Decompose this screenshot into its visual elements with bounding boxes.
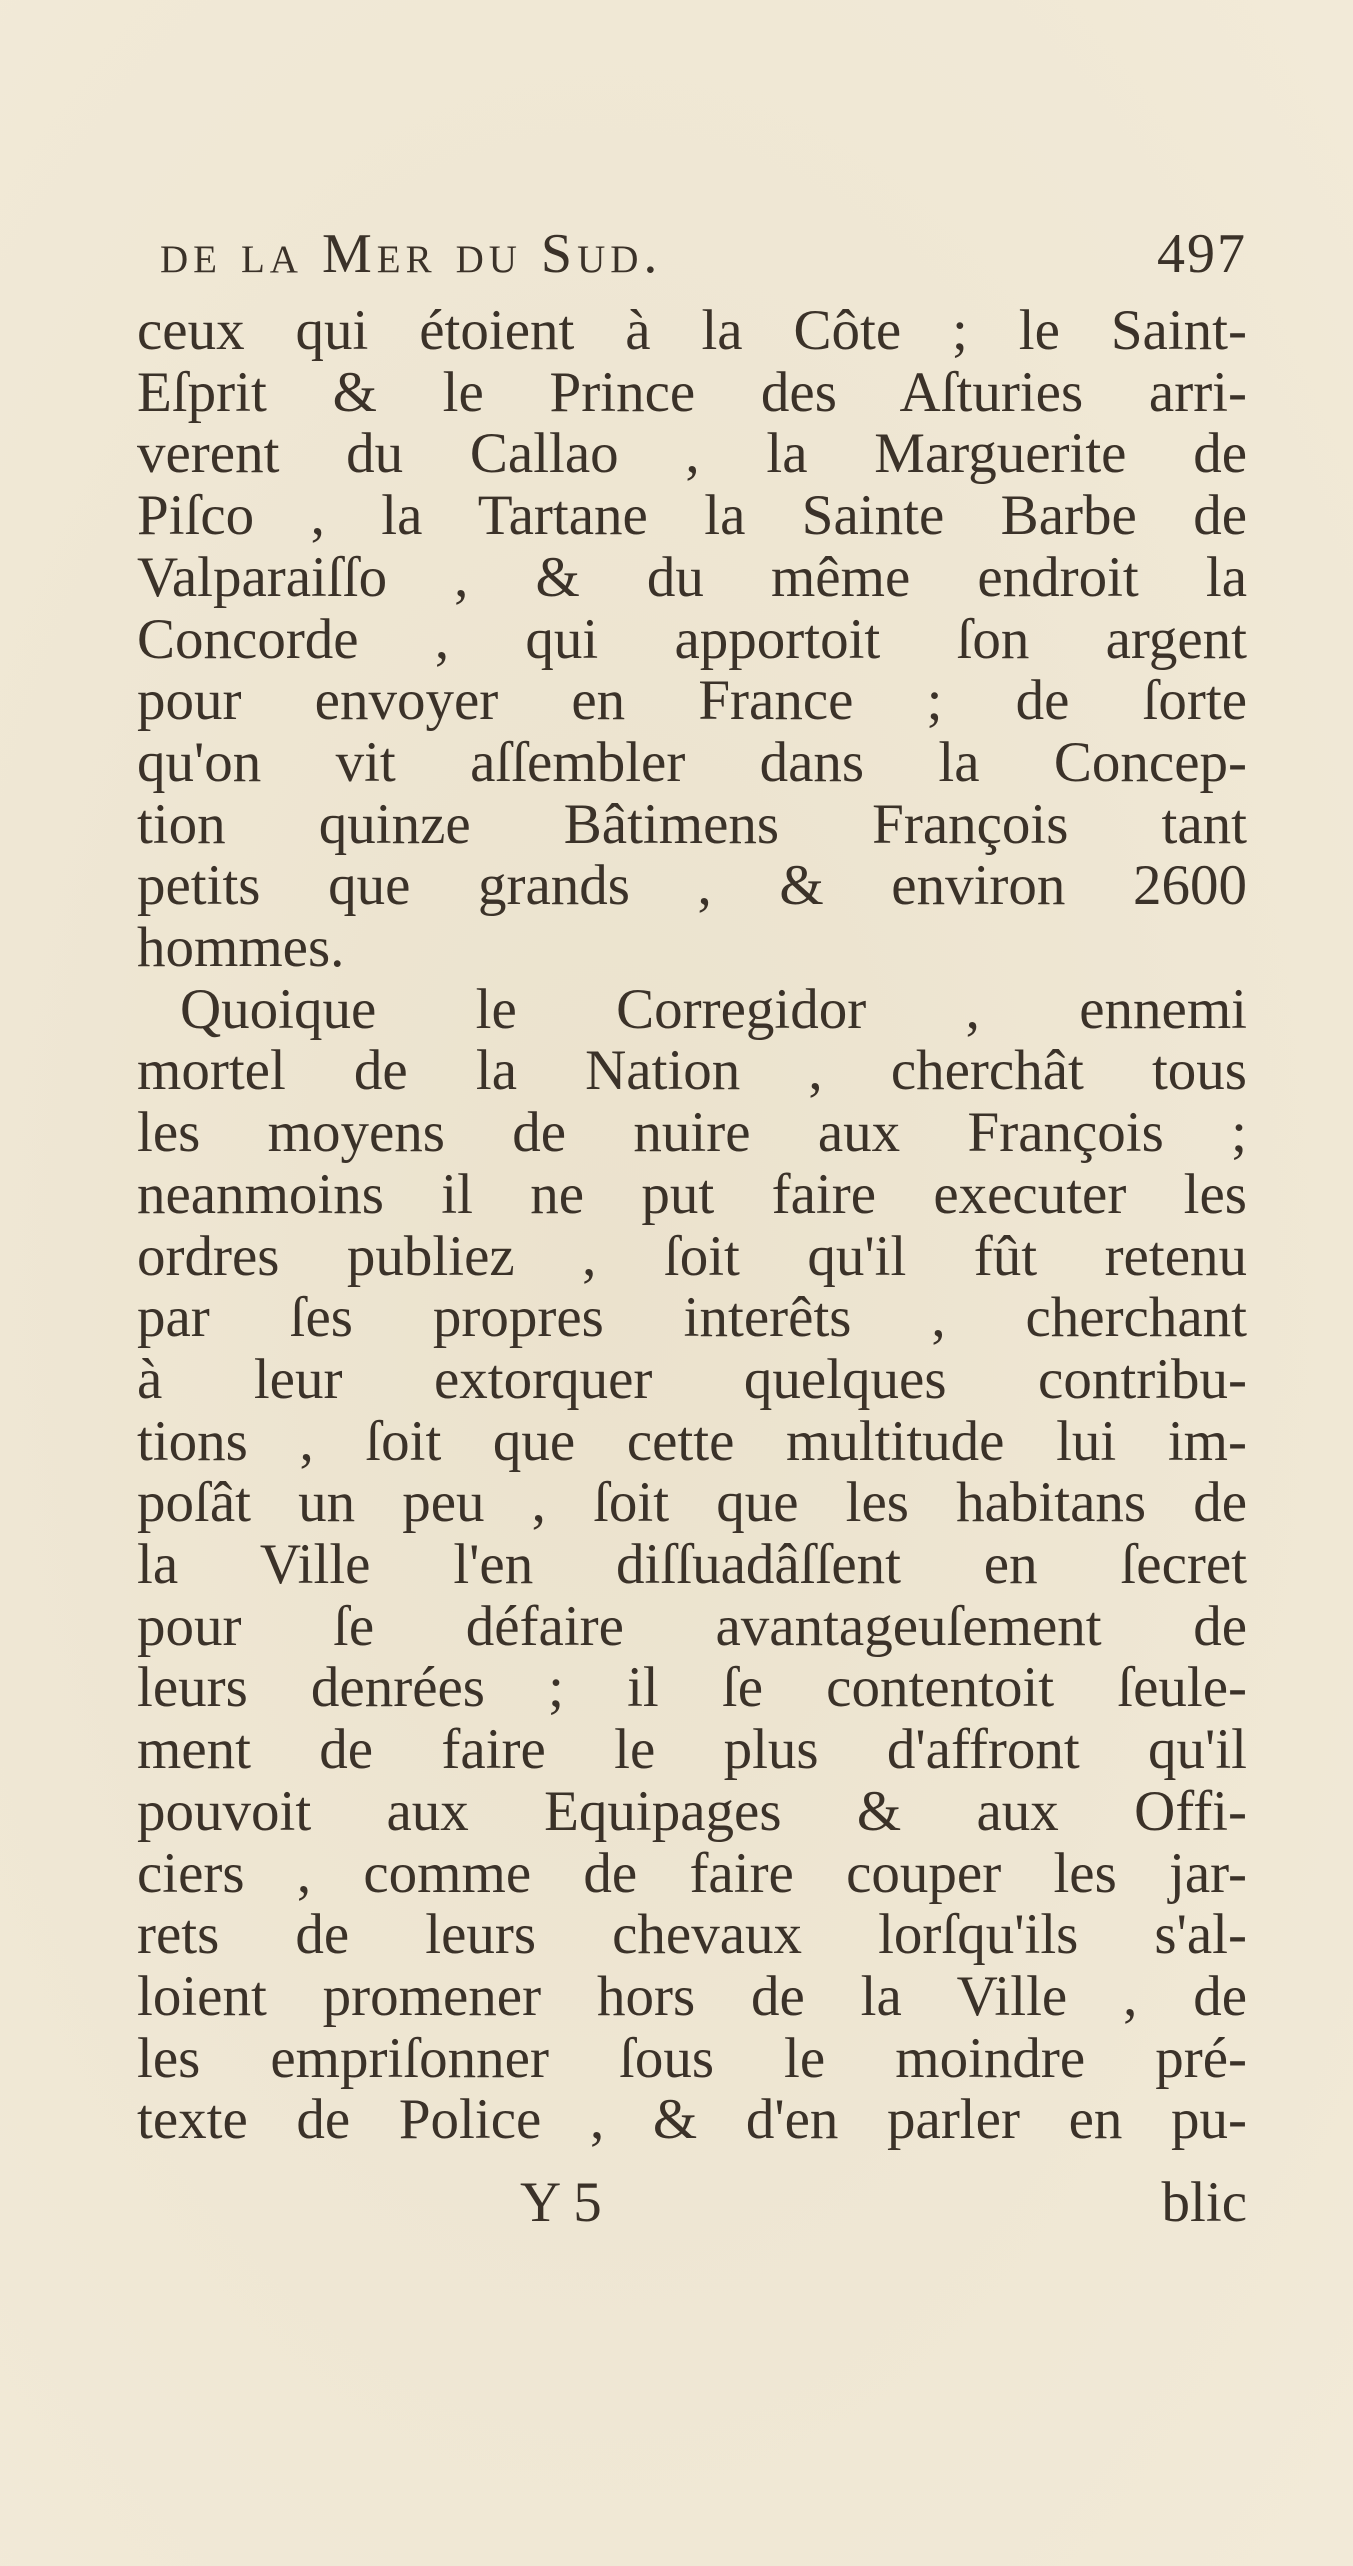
text-line: neanmoins il ne put faire executer les — [137, 1162, 1247, 1226]
text-line: Piſco , la Tartane la Sainte Barbe de — [137, 484, 1247, 548]
catchword: blic — [1161, 2171, 1247, 2234]
running-title: de la Mer du Sud. — [160, 223, 663, 285]
text-line: la Ville l'en diſſuadâſſent en ſecret — [137, 1533, 1247, 1596]
text-line: pouvoit aux Equipages & aux Offi- — [137, 1779, 1247, 1843]
text-line: tions , ſoit que cette multitude lui im- — [137, 1409, 1247, 1473]
text-line: ordres publiez , ſoit qu'il fût retenu — [137, 1224, 1247, 1288]
text-line: les empriſonner ſous le moindre pré- — [137, 2026, 1247, 2090]
text-line: Concorde , qui apportoit ſon argent — [137, 607, 1247, 671]
text-line: par ſes propres interêts , cherchant — [137, 1286, 1247, 1350]
text-line: ciers , comme de faire couper les jar- — [137, 1841, 1247, 1905]
text-line: mortel de la Nation , cherchât tous — [137, 1039, 1247, 1103]
text-line: tion quinze Bâtimens François tant — [137, 792, 1247, 856]
text-line: ceux qui étoient à la Côte ; le Saint- — [137, 299, 1247, 362]
text-line: poſât un peu , ſoit que les habitans de — [137, 1471, 1247, 1535]
text-line: petits que grands , & environ 2600 — [137, 854, 1247, 918]
text-line: qu'on vit aſſembler dans la Concep- — [137, 730, 1247, 794]
text-line: loient promener hors de la Ville , de — [137, 1964, 1247, 2028]
signature-mark: Y 5 — [520, 2171, 602, 2234]
text-line: les moyens de nuire aux François ; — [137, 1101, 1247, 1165]
text-line: verent du Callao , la Marguerite de — [137, 422, 1247, 486]
text-line: Quoique le Corregidor , ennemi — [180, 977, 1247, 1041]
text-line: pour envoyer en France ; de ſorte — [137, 669, 1247, 733]
text-line: rets de leurs chevaux lorſqu'ils s'al- — [137, 1903, 1247, 1967]
text-line: pour ſe défaire avantageuſement de — [137, 1594, 1247, 1658]
text-line: Eſprit & le Prince des Aſturies arri- — [137, 360, 1247, 424]
page-header — [160, 222, 1247, 292]
text-line: texte de Police , & d'en parler en pu- — [137, 2088, 1247, 2152]
text-line: à leur extorquer quelques contribu- — [137, 1347, 1247, 1411]
text-line: hommes. — [137, 916, 345, 979]
text-line: leurs denrées ; il ſe contentoit ſeule- — [137, 1656, 1247, 1720]
text-line: Valparaiſſo , & du même endroit la — [137, 545, 1247, 609]
text-line: ment de faire le plus d'affront qu'il — [137, 1718, 1247, 1782]
page-number: 497 — [1157, 223, 1247, 285]
